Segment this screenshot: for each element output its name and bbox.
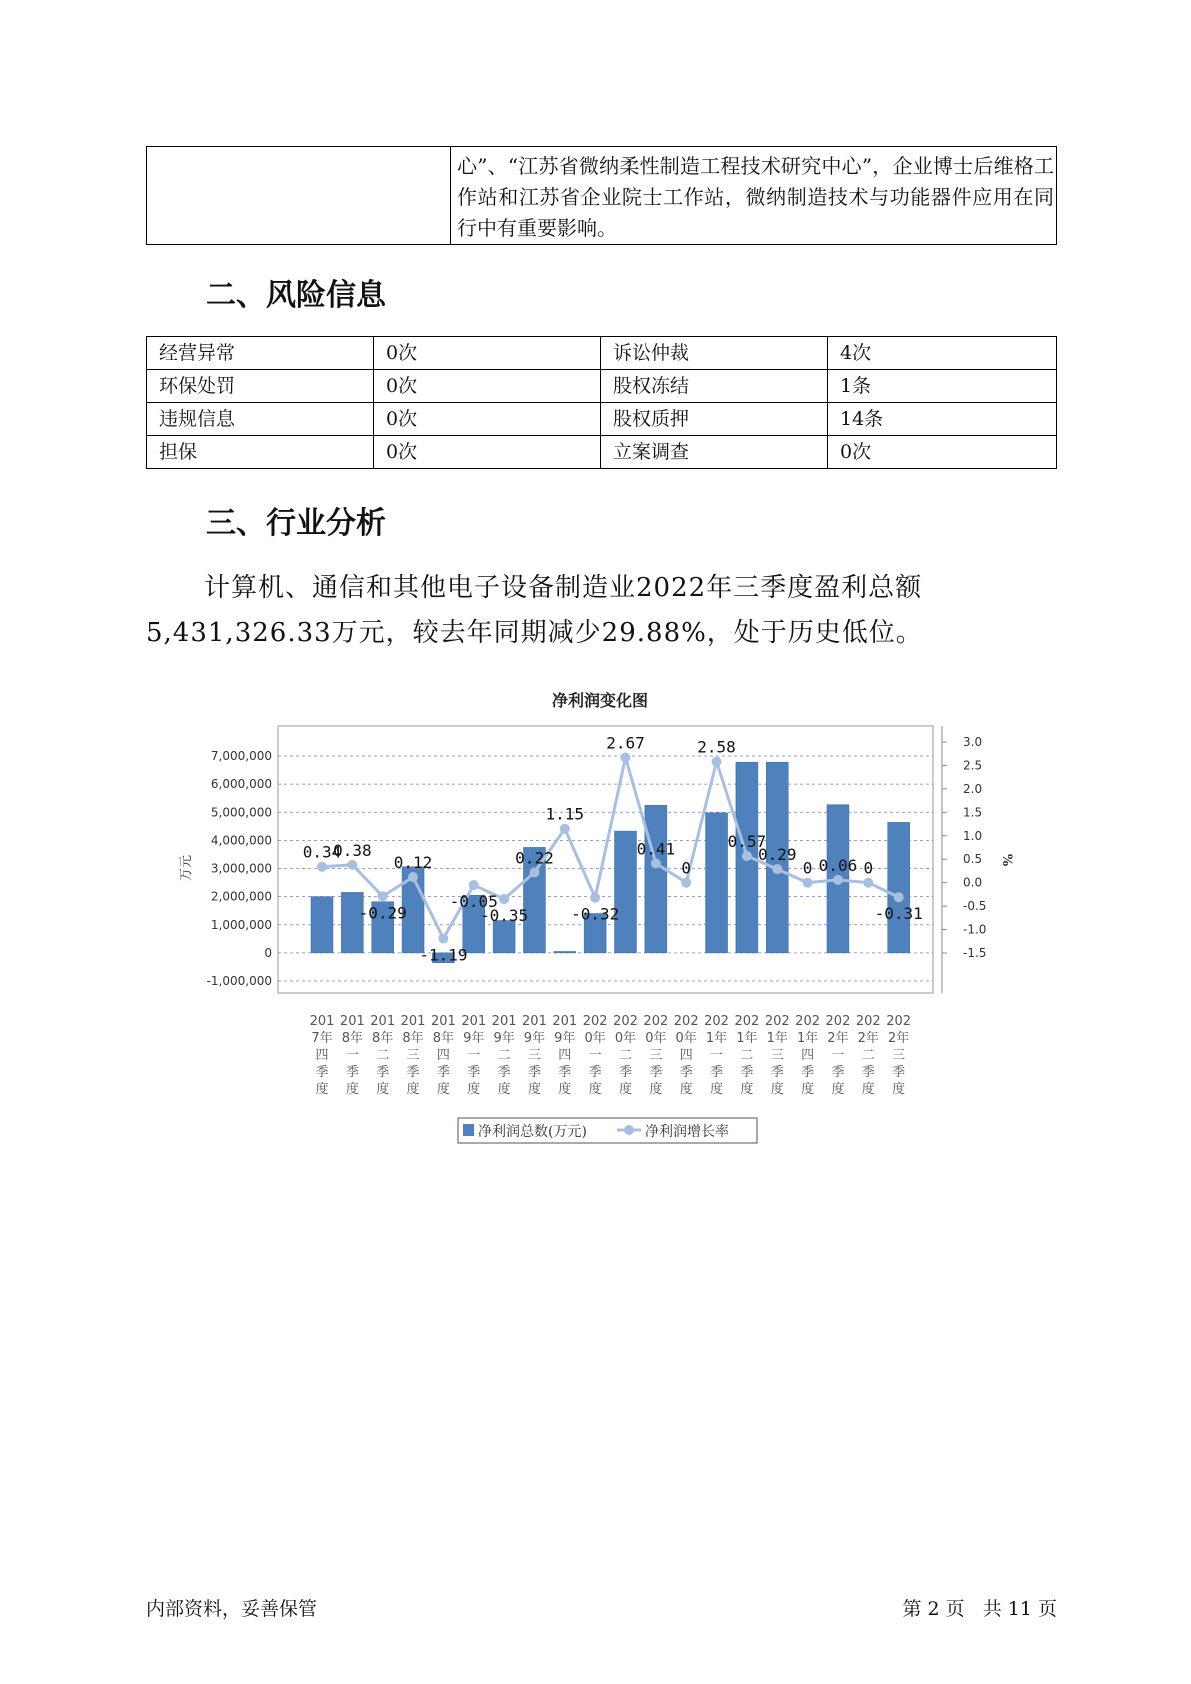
x-tick-label: 9年 (493, 1031, 515, 1046)
x-tick-label: 度 (345, 1082, 359, 1097)
x-tick-label: 一 (710, 1048, 724, 1063)
x-tick-label: 201 (370, 1014, 396, 1029)
x-tick-label: 1年 (766, 1031, 788, 1046)
x-tick-label: 一 (588, 1048, 602, 1063)
growth-rate-point (681, 878, 691, 888)
risk-label: 担保 (147, 436, 374, 469)
y2-tick-label: 0.5 (963, 852, 983, 867)
x-tick-label: 202 (704, 1014, 729, 1029)
risk-value: 14条 (828, 403, 1057, 436)
x-tick-label: 201 (309, 1014, 335, 1029)
x-tick-label: 0年 (675, 1031, 697, 1046)
x-tick-label: 三 (406, 1048, 420, 1063)
data-label: 0.41 (636, 839, 676, 859)
y-tick-label: 3,000,000 (210, 861, 272, 876)
risk-label: 股权质押 (601, 403, 828, 436)
data-label: 2.67 (606, 733, 645, 753)
industry-paragraph: 计算机、通信和其他电子设备制造业2022年三季度盈利总额5,431,326.33万元，较去年同期减少29.88%，处于历史低位。 (146, 573, 923, 648)
x-tick-label: 9年 (523, 1031, 546, 1046)
x-tick-label: 度 (406, 1082, 420, 1097)
data-label: 0.38 (333, 840, 372, 860)
x-tick-label: 季 (436, 1065, 450, 1080)
data-label: -1.19 (419, 945, 468, 965)
x-tick-label: 度 (710, 1082, 724, 1097)
x-tick-label: 二 (497, 1048, 511, 1063)
y2-tick-label: 0.0 (963, 875, 983, 890)
y-tick-label: 7,000,000 (210, 749, 272, 763)
x-tick-label: 三 (527, 1048, 541, 1063)
data-label: 0 (681, 858, 692, 878)
x-tick-label: 7年 (311, 1031, 333, 1046)
growth-rate-point (863, 878, 873, 888)
risk-label: 股权冻结 (601, 370, 828, 403)
x-tick-label: 季 (618, 1065, 633, 1080)
growth-rate-point (499, 894, 509, 904)
risk-value: 0次 (374, 370, 601, 403)
x-tick-label: 度 (618, 1082, 633, 1097)
x-tick-label: 9年 (554, 1031, 576, 1046)
footer-page-number: 第 2 页 共 11 页 (902, 1598, 1057, 1620)
x-tick-label: 季 (679, 1065, 693, 1080)
growth-rate-point (438, 933, 448, 943)
x-tick-label: 201 (339, 1014, 365, 1029)
legend-line-marker (624, 1125, 634, 1135)
x-tick-label: 季 (801, 1065, 815, 1080)
risk-value: 4次 (828, 337, 1057, 370)
growth-rate-point (772, 864, 782, 874)
data-label: 0 (863, 858, 874, 878)
growth-rate-point (651, 858, 661, 868)
x-tick-label: 季 (740, 1065, 754, 1080)
x-tick-label: 度 (558, 1082, 572, 1097)
x-tick-label: 202 (795, 1014, 821, 1029)
x-tick-label: 季 (315, 1065, 329, 1080)
x-tick-label: 0年 (645, 1031, 667, 1046)
x-tick-label: 度 (497, 1082, 511, 1097)
y2-tick-label: 2.0 (963, 781, 983, 796)
x-tick-label: 二 (618, 1048, 633, 1063)
growth-rate-point (621, 752, 631, 762)
x-tick-label: 202 (582, 1014, 608, 1029)
y2-tick-label: 2.5 (963, 758, 983, 773)
y2-tick-label: -1.0 (963, 922, 987, 937)
x-tick-label: 季 (861, 1065, 875, 1080)
y-tick-label: -1,000,000 (206, 974, 272, 988)
risk-value: 0次 (374, 436, 601, 469)
x-tick-label: 201 (491, 1014, 517, 1029)
x-tick-label: 202 (734, 1014, 760, 1029)
x-tick-label: 季 (497, 1065, 511, 1080)
risk-value: 0次 (828, 436, 1057, 469)
growth-rate-point (469, 880, 479, 890)
x-tick-label: 202 (673, 1014, 699, 1029)
x-tick-label: 2年 (888, 1031, 910, 1046)
x-tick-label: 202 (855, 1014, 881, 1029)
x-tick-label: 度 (861, 1082, 875, 1097)
growth-rate-point (347, 860, 357, 870)
y2-axis-label: % (999, 853, 1014, 867)
chart-title: 净利润变化图 (551, 691, 649, 710)
bar (493, 921, 515, 953)
x-tick-label: 三 (892, 1048, 906, 1063)
data-label: -0.32 (571, 904, 620, 924)
x-tick-label: 季 (588, 1065, 602, 1080)
footer-confidential: 内部资料，妥善保管 (146, 1598, 318, 1620)
x-tick-label: 四 (558, 1048, 572, 1063)
x-tick-label: 8年 (402, 1031, 424, 1046)
y2-tick-label: 1.5 (963, 805, 983, 820)
bar (706, 813, 728, 953)
x-tick-label: 度 (649, 1082, 663, 1097)
bar (645, 805, 667, 953)
x-tick-label: 1年 (796, 1031, 819, 1046)
growth-rate-point (590, 893, 600, 903)
y-tick-label: 6,000,000 (210, 777, 272, 792)
bar (341, 892, 363, 952)
x-tick-label: 度 (376, 1082, 390, 1097)
y2-tick-label: 3.0 (963, 735, 983, 749)
data-label: 0 (802, 858, 813, 878)
x-tick-label: 202 (613, 1014, 638, 1029)
x-tick-label: 度 (527, 1082, 541, 1097)
x-tick-label: 1年 (705, 1031, 728, 1046)
x-tick-label: 度 (770, 1082, 784, 1097)
y-tick-label: 1,000,000 (210, 917, 272, 932)
x-tick-label: 一 (345, 1048, 359, 1063)
y2-tick-label: 1.0 (963, 828, 983, 843)
data-label: 2.58 (697, 737, 736, 757)
x-tick-label: 度 (740, 1082, 754, 1097)
growth-rate-point (529, 867, 539, 877)
x-tick-label: 季 (467, 1065, 481, 1080)
x-tick-label: 二 (376, 1048, 390, 1063)
risk-label: 经营异常 (147, 337, 374, 370)
x-tick-label: 季 (527, 1065, 541, 1080)
data-label: -0.31 (874, 904, 923, 924)
x-tick-label: 201 (522, 1014, 547, 1029)
bar (888, 822, 910, 953)
x-tick-label: 2年 (857, 1031, 879, 1046)
data-label: -0.35 (480, 906, 529, 926)
x-tick-label: 四 (315, 1048, 329, 1063)
x-tick-label: 季 (649, 1065, 663, 1080)
x-tick-label: 季 (558, 1065, 572, 1080)
section3-heading: 三、行业分析 (206, 506, 386, 541)
x-tick-label: 一 (831, 1048, 845, 1063)
risk-value: 0次 (374, 337, 601, 370)
y-tick-label: 0 (264, 945, 272, 960)
x-tick-label: 2年 (827, 1031, 849, 1046)
risk-label: 立案调查 (601, 436, 828, 469)
data-label: 0.29 (757, 845, 797, 865)
x-tick-label: 二 (861, 1048, 875, 1063)
bar (554, 951, 576, 952)
growth-rate-point (712, 757, 722, 767)
x-tick-label: 度 (679, 1082, 693, 1097)
x-tick-label: 201 (461, 1014, 487, 1029)
x-tick-label: 二 (740, 1048, 754, 1063)
x-tick-label: 202 (825, 1014, 851, 1029)
x-tick-label: 1年 (736, 1031, 758, 1046)
growth-rate-point (560, 824, 570, 834)
growth-rate-point (742, 851, 752, 861)
growth-rate-point (803, 878, 813, 888)
x-tick-label: 8年 (372, 1031, 394, 1046)
data-label: -0.29 (358, 903, 407, 923)
x-tick-label: 0年 (614, 1031, 637, 1046)
x-tick-label: 度 (315, 1082, 329, 1097)
risk-label: 诉讼仲裁 (601, 337, 828, 370)
growth-rate-point (894, 892, 904, 902)
x-tick-label: 201 (430, 1014, 456, 1029)
data-label: 0.34 (302, 842, 342, 862)
top-table-text-cell: 心”、“江苏省微纳柔性制造工程技术研究中心”，企业博士后维格工作站和江苏省企业院士工作站，微纳制造技术与功能器件应用在同行中有重要影响。 (451, 147, 1057, 245)
x-tick-label: 三 (770, 1048, 784, 1063)
x-tick-label: 度 (436, 1082, 450, 1097)
growth-rate-point (378, 891, 388, 901)
x-tick-label: 0年 (584, 1031, 606, 1046)
risk-value: 1条 (828, 370, 1057, 403)
legend-label: 净利润总数(万元) (478, 1124, 587, 1140)
bar (311, 897, 333, 953)
x-tick-label: 季 (831, 1065, 845, 1080)
x-tick-label: 8年 (432, 1031, 455, 1046)
x-tick-label: 度 (892, 1082, 906, 1097)
x-tick-label: 202 (643, 1014, 669, 1029)
x-tick-label: 一 (467, 1048, 481, 1063)
x-tick-label: 度 (588, 1082, 602, 1097)
legend-bar-swatch (463, 1124, 474, 1136)
data-label: 0.22 (515, 848, 554, 868)
x-tick-label: 季 (345, 1065, 359, 1080)
risk-label: 违规信息 (147, 403, 374, 436)
x-tick-label: 季 (406, 1065, 420, 1080)
y-tick-label: 2,000,000 (210, 889, 272, 904)
growth-rate-point (833, 875, 843, 885)
x-tick-label: 度 (831, 1082, 845, 1097)
data-label: 0.12 (393, 853, 433, 873)
x-tick-label: 202 (886, 1014, 912, 1029)
y2-tick-label: -1.5 (963, 946, 987, 960)
x-tick-label: 度 (801, 1082, 815, 1097)
data-label: 0.06 (818, 855, 858, 875)
risk-label: 环保处罚 (147, 370, 374, 403)
x-tick-label: 四 (679, 1048, 693, 1063)
section2-heading: 二、风险信息 (206, 278, 386, 313)
x-tick-label: 8年 (341, 1031, 363, 1046)
legend-label: 净利润增长率 (645, 1124, 729, 1140)
risk-value: 0次 (374, 403, 601, 436)
bar (615, 831, 637, 953)
growth-rate-point (408, 872, 418, 882)
x-tick-label: 季 (892, 1065, 906, 1080)
x-tick-label: 201 (400, 1014, 426, 1029)
x-tick-label: 季 (376, 1065, 390, 1080)
x-tick-label: 四 (436, 1048, 450, 1063)
x-tick-label: 四 (801, 1048, 815, 1063)
growth-rate-point (317, 862, 327, 872)
y-tick-label: 4,000,000 (210, 833, 272, 848)
data-label: 0.57 (727, 831, 767, 851)
data-label: 1.15 (545, 804, 585, 824)
x-tick-label: 201 (552, 1014, 578, 1029)
x-tick-label: 202 (764, 1014, 790, 1029)
x-tick-label: 三 (649, 1048, 663, 1063)
y-tick-label: 5,000,000 (210, 805, 272, 820)
x-tick-label: 度 (467, 1082, 481, 1097)
data-label: -0.05 (449, 892, 498, 912)
y2-tick-label: -0.5 (963, 899, 987, 914)
x-tick-label: 季 (710, 1065, 724, 1080)
x-tick-label: 9年 (463, 1031, 485, 1046)
x-tick-label: 季 (770, 1065, 784, 1080)
y-axis-label: 万元 (179, 854, 194, 882)
